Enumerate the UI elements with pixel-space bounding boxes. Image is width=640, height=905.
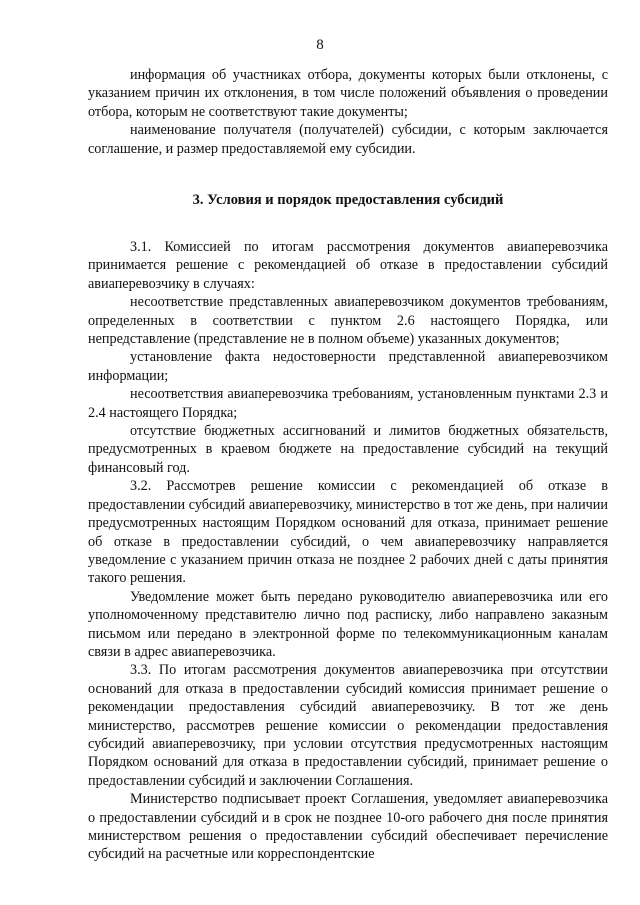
section-body xyxy=(88,238,608,864)
paragraph-3-3: 3.3. По итогам рассмотрения документов авиаперевозчика при отсутствии оснований для отказа в предоставлении субсидий комиссия принимает решение о рекомендации предоставления субсидий авиаперевозчику. В тот же день министерство, рассмотрев решение комиссии о рекомендации предоставления субсидий авиаперевозчику, при условии отсутствия предусмотренных настоящим Порядком оснований для отказа в предоставлении субсидий, принимает решение о предоставлении субсидий и заключении Соглашения. xyxy=(88,662,608,789)
page-number: 8 xyxy=(316,37,324,53)
intro-block xyxy=(88,66,608,158)
list-item-docs-mismatch: несоответствие представленных авиаперевозчиком документов требованиям, определенных в соответствии с пунктом 2.6 настоящего Порядка, или непредставление (представление не в полном объеме) указанных документов; xyxy=(88,294,608,348)
section-heading: 3. Условия и порядок предоставления субсидий xyxy=(192,192,504,208)
paragraph-3-1: 3.1. Комиссией по итогам рассмотрения документов авиаперевозчика принимается решение с рекомендацией об отказе в предоставлении субсидий авиаперевозчику в случаях: xyxy=(88,239,608,292)
intro-paragraph-2: наименование получателя (получателей) субсидии, с которым заключается соглашение, и размер предоставляемой ему субсидии. xyxy=(88,122,608,157)
paragraph-notification: Уведомление может быть передано руководителю авиаперевозчика или его уполномоченному представителю лично под расписку, либо направлено заказным письмом или передано в электронной форме по телекоммуникационным каналам связи в адрес авиаперевозчика. xyxy=(88,588,608,660)
paragraph-3-2: 3.2. Рассмотрев решение комиссии с рекомендацией об отказе в предоставлении субсидий авиаперевозчику, министерство в тот же день, при наличии предусмотренных настоящим Порядком оснований для отказа, принимает решение об отказе в предоставлении субсидий, о чем авиаперевозчику направляется уведомление с указанием причин отказа не позднее 2 рабочих дней с даты принятия такого решения. xyxy=(88,478,608,587)
paragraph-ministry: Министерство подписывает проект Соглашения, уведомляет авиаперевозчика о предоставлении субсидий и в срок не позднее 10-ого рабочего дня после принятия министерством решения о предоставлении субсидий обеспечивает перечисление субсидий на расчетные или корреспондентские xyxy=(88,791,608,863)
list-item-no-budget: отсутствие бюджетных ассигнований и лимитов бюджетных обязательств, предусмотренных в краевом бюджете на предоставление субсидий на текущий финансовый год. xyxy=(88,423,608,476)
intro-paragraph-1: информация об участниках отбора, документы которых были отклонены, с указанием причин их отклонения, в том числе положений объявления о проведении отбора, которым не соответствуют такие документы; xyxy=(88,67,608,120)
list-item-false-info: установление факта недостоверности представленной авиаперевозчиком информации; xyxy=(88,349,608,384)
list-item-requirements-mismatch: несоответствия авиаперевозчика требованиям, установленным пунктами 2.3 и 2.4 настоящего Порядка; xyxy=(88,386,608,421)
